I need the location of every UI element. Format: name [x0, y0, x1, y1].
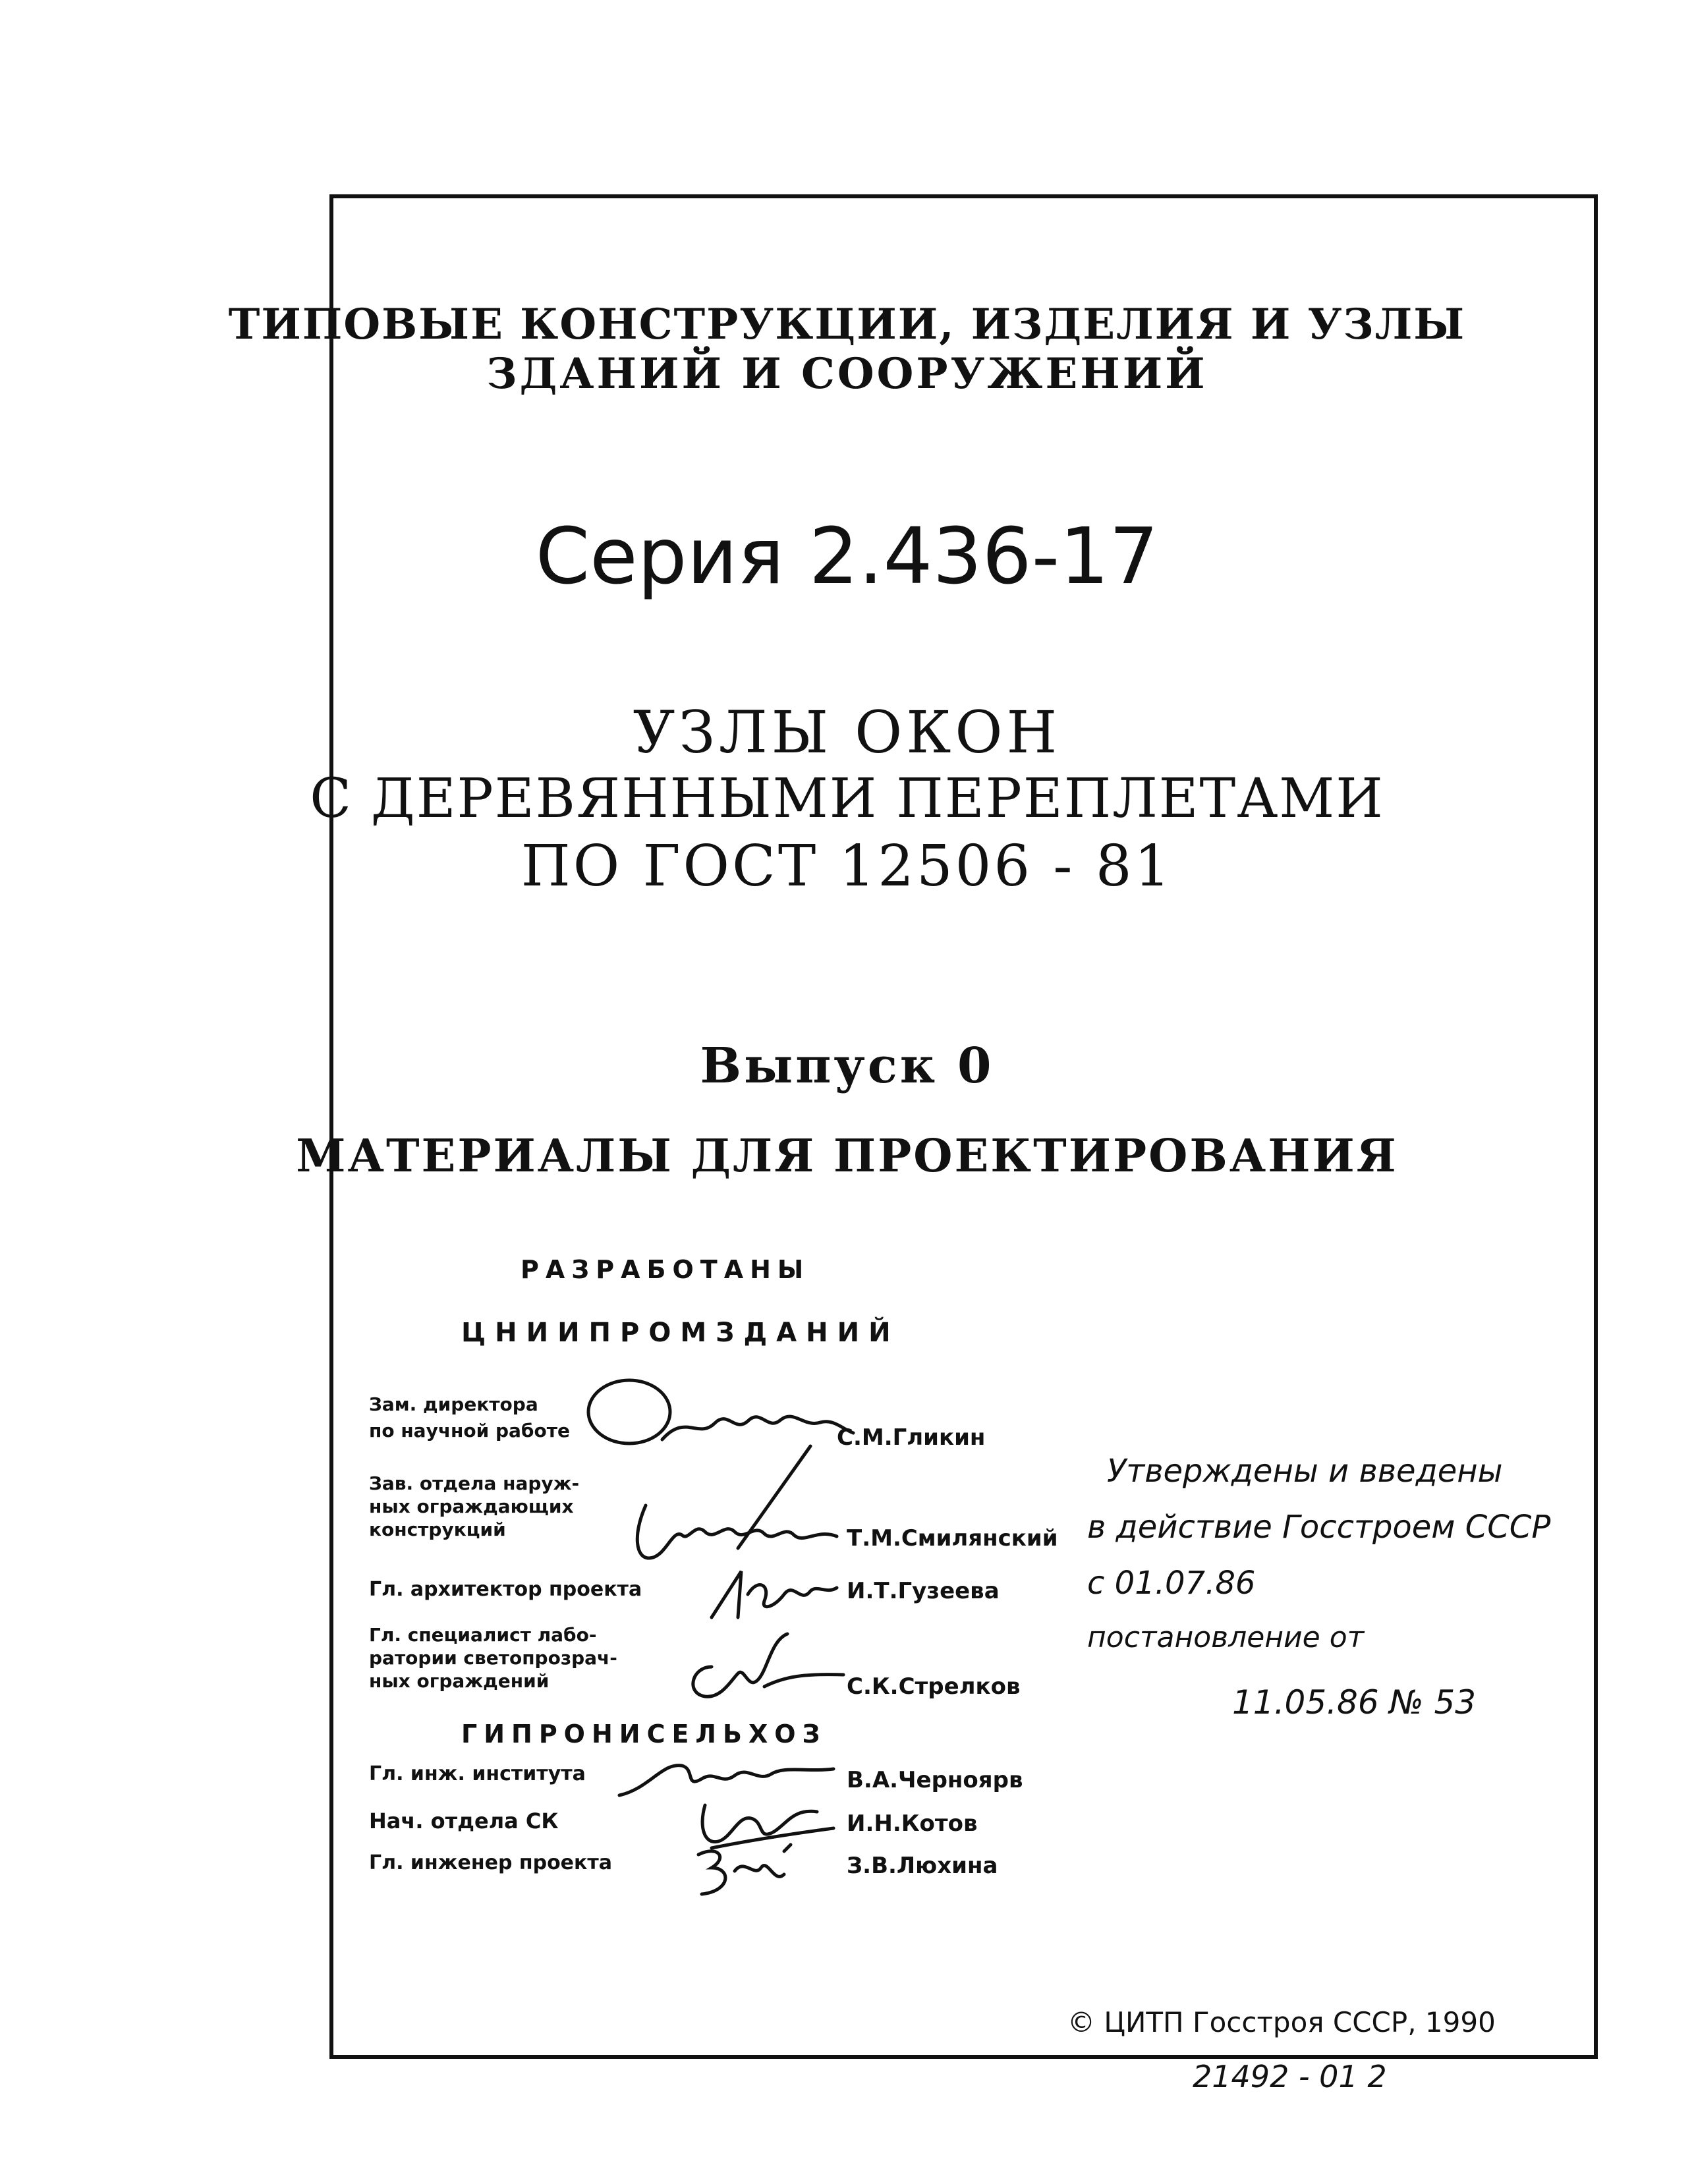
approval-line-2: в действие Госстроем СССР: [1087, 1509, 1551, 1546]
approval-line-4: постановление от: [1087, 1621, 1365, 1654]
developers-label: РАЗРАБОТАНЫ: [521, 1255, 810, 1284]
approval-line-3: с 01.07.86: [1087, 1565, 1256, 1602]
signatory-2-role-line-2: ных ограждающих: [369, 1496, 574, 1517]
signature-smilyansky: [619, 1496, 843, 1568]
approval-line-5: 11.05.86 № 53: [1232, 1683, 1477, 1722]
signature-lyukhina: [685, 1838, 797, 1904]
series-title: Серия 2.436-17: [535, 511, 1159, 602]
copyright: © ЦИТП Госстроя СССР, 1990: [1067, 2006, 1496, 2038]
header-line-2: ЗДАНИЙ И СООРУЖЕНИЙ: [486, 349, 1208, 399]
signatory-6-name: И.Н.Котов: [847, 1810, 978, 1837]
signatory-1-name: С.М.Гликин: [837, 1424, 986, 1451]
signatory-4-role-line-2: ратории светопрозрач-: [369, 1647, 617, 1669]
signatory-1-role-line-1: Зам. директора: [369, 1393, 538, 1415]
signature-guzeeva: [702, 1565, 840, 1624]
signatory-2-name: Т.М.Смилянский: [847, 1525, 1058, 1552]
signatory-1-role-line-2: по научной работе: [369, 1420, 570, 1442]
developers-org-1: ЦНИИПРОМЗДАНИЙ: [461, 1318, 900, 1348]
signature-chernoyarov: [609, 1749, 840, 1802]
signatory-3-name: И.Т.Гузеева: [847, 1578, 1000, 1604]
signatory-7-name: З.В.Люхина: [847, 1853, 998, 1879]
issue-subtitle: МАТЕРИАЛЫ ДЛЯ ПРОЕКТИРОВАНИЯ: [296, 1130, 1398, 1183]
header-line-1: ТИПОВЫЕ КОНСТРУКЦИИ, ИЗДЕЛИЯ И УЗЛЫ: [228, 300, 1466, 349]
signatory-2-role-line-3: конструкций: [369, 1519, 506, 1540]
signatory-3-role: Гл. архитектор проекта: [369, 1578, 642, 1601]
developers-org-2: ГИПРОНИСЕЛЬХОЗ: [461, 1720, 827, 1749]
signatory-4-role-line-1: Гл. специалист лабо-: [369, 1624, 597, 1646]
signatory-5-role: Гл. инж. института: [369, 1762, 586, 1785]
signatory-2-role-line-1: Зав. отдела наруж-: [369, 1472, 580, 1494]
title-line-1: УЗЛЫ ОКОН: [633, 698, 1061, 766]
signatory-7-role: Гл. инженер проекта: [369, 1851, 613, 1874]
issue-number: Выпуск 0: [700, 1038, 994, 1094]
signatory-6-role: Нач. отдела СК: [369, 1808, 559, 1834]
stamp-number: 21492 - 01 2: [1193, 2059, 1387, 2094]
title-line-2: С ДЕРЕВЯННЫМИ ПЕРЕПЛЕТАМИ: [310, 768, 1384, 830]
signature-strelkov: [672, 1627, 850, 1713]
approval-line-1: Утверждены и введены: [1107, 1453, 1503, 1490]
signatory-4-role-line-3: ных ограждений: [369, 1670, 550, 1692]
signatory-4-name: С.К.Стрелков: [847, 1673, 1021, 1700]
title-line-3: ПО ГОСТ 12506 - 81: [521, 833, 1173, 899]
signatory-5-name: В.А.Черноярв: [847, 1767, 1023, 1793]
